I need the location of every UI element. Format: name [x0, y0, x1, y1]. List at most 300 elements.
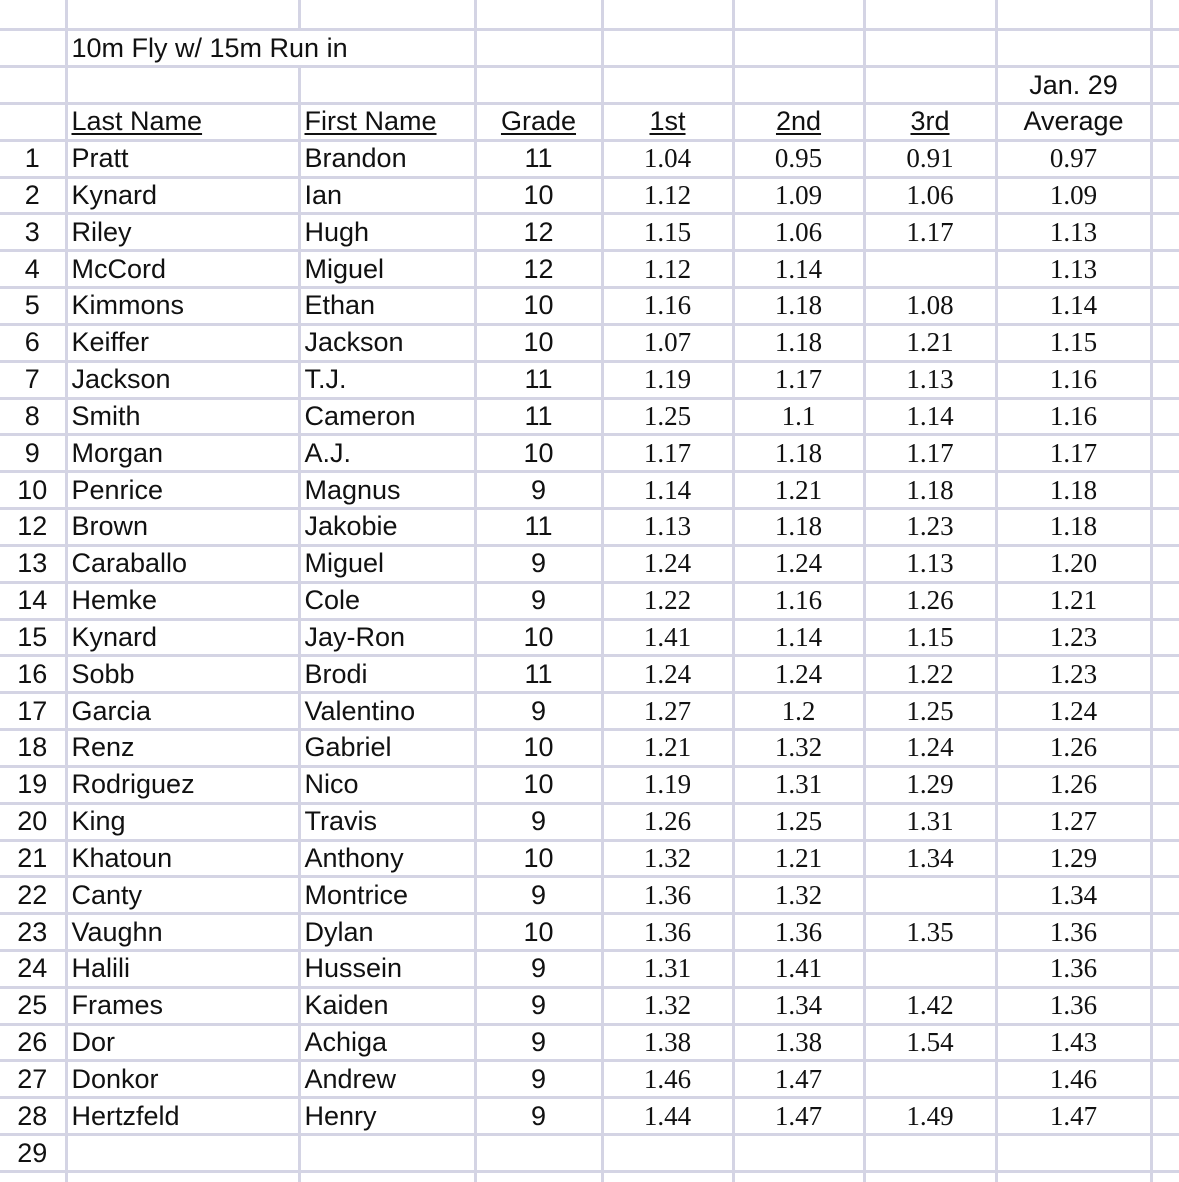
average-cell[interactable]	[996, 877, 1151, 914]
time-2nd-cell[interactable]	[733, 1024, 864, 1061]
cell[interactable]	[602, 0, 733, 30]
cell[interactable]	[475, 30, 602, 67]
average-cell[interactable]	[996, 177, 1151, 214]
row-rank-cell[interactable]	[0, 472, 66, 509]
average-cell[interactable]	[996, 509, 1151, 546]
first-name-cell[interactable]	[299, 840, 475, 877]
time-3rd-cell[interactable]	[864, 582, 996, 619]
row-rank-cell[interactable]	[0, 656, 66, 693]
time-1st-cell[interactable]	[602, 987, 733, 1024]
last-name-cell[interactable]	[66, 914, 299, 951]
average-cell[interactable]	[996, 324, 1151, 361]
first-name-cell[interactable]	[299, 288, 475, 325]
time-1st-cell[interactable]	[602, 251, 733, 288]
last-name-cell[interactable]	[66, 1024, 299, 1061]
cell[interactable]	[299, 0, 475, 30]
grade-cell[interactable]	[475, 509, 602, 546]
cell[interactable]	[1151, 361, 1179, 398]
time-3rd-cell[interactable]	[864, 914, 996, 951]
first-name-cell[interactable]	[299, 950, 475, 987]
first-name-cell[interactable]	[299, 177, 475, 214]
first-name-cell[interactable]	[299, 214, 475, 251]
cell[interactable]	[1151, 693, 1179, 730]
grade-cell[interactable]	[475, 803, 602, 840]
last-name-cell[interactable]	[66, 987, 299, 1024]
time-1st-cell[interactable]	[602, 1098, 733, 1135]
time-2nd-cell[interactable]	[733, 361, 864, 398]
cell[interactable]	[1151, 67, 1179, 104]
first-name-cell[interactable]	[299, 435, 475, 472]
average-cell[interactable]	[996, 693, 1151, 730]
row-rank-cell[interactable]	[0, 177, 66, 214]
time-2nd-cell[interactable]	[733, 545, 864, 582]
last-name-cell[interactable]	[66, 472, 299, 509]
time-3rd-cell[interactable]	[864, 803, 996, 840]
last-name-cell[interactable]	[66, 619, 299, 656]
average-cell[interactable]	[996, 1061, 1151, 1098]
average-cell[interactable]	[996, 656, 1151, 693]
time-1st-cell[interactable]	[602, 877, 733, 914]
grade-cell[interactable]	[475, 398, 602, 435]
grade-cell[interactable]	[475, 619, 602, 656]
cell[interactable]	[1151, 288, 1179, 325]
time-3rd-cell[interactable]	[864, 288, 996, 325]
grade-cell[interactable]	[475, 1061, 602, 1098]
time-1st-cell[interactable]	[602, 361, 733, 398]
first-name-cell[interactable]	[299, 766, 475, 803]
average-cell[interactable]	[996, 987, 1151, 1024]
average-cell[interactable]	[996, 214, 1151, 251]
time-3rd-cell[interactable]	[864, 987, 996, 1024]
average-cell[interactable]	[996, 803, 1151, 840]
average-cell[interactable]	[996, 288, 1151, 325]
grade-cell[interactable]	[475, 656, 602, 693]
time-2nd-cell[interactable]	[733, 582, 864, 619]
time-3rd-cell[interactable]	[864, 545, 996, 582]
cell[interactable]	[299, 1171, 475, 1182]
first-name-cell[interactable]	[299, 1098, 475, 1135]
time-1st-cell[interactable]	[602, 177, 733, 214]
row-rank-cell[interactable]	[0, 766, 66, 803]
grade-cell[interactable]	[475, 840, 602, 877]
row-rank-cell[interactable]	[0, 324, 66, 361]
grade-cell[interactable]	[475, 1098, 602, 1135]
cell[interactable]	[733, 1171, 864, 1182]
time-2nd-cell[interactable]	[733, 693, 864, 730]
time-1st-cell[interactable]	[602, 509, 733, 546]
grade-cell[interactable]	[475, 361, 602, 398]
average-cell[interactable]	[996, 1024, 1151, 1061]
cell[interactable]	[299, 67, 475, 104]
time-3rd-cell[interactable]	[864, 140, 996, 177]
sheet-title-cell[interactable]	[66, 30, 475, 67]
last-name-cell[interactable]	[66, 766, 299, 803]
time-3rd-cell[interactable]	[864, 766, 996, 803]
row-rank-cell[interactable]	[0, 545, 66, 582]
cell[interactable]	[1151, 950, 1179, 987]
cell[interactable]	[602, 67, 733, 104]
cell[interactable]	[0, 67, 66, 104]
time-3rd-cell[interactable]	[864, 398, 996, 435]
time-2nd-cell[interactable]	[733, 472, 864, 509]
header-2nd-cell[interactable]	[733, 103, 864, 140]
header-grade-cell[interactable]	[475, 103, 602, 140]
average-cell[interactable]	[996, 1098, 1151, 1135]
row-rank-cell[interactable]	[0, 582, 66, 619]
cell[interactable]	[66, 1171, 299, 1182]
first-name-cell[interactable]	[299, 656, 475, 693]
time-3rd-cell[interactable]	[864, 840, 996, 877]
average-cell[interactable]	[996, 730, 1151, 767]
average-cell[interactable]	[996, 582, 1151, 619]
header-3rd-cell[interactable]	[864, 103, 996, 140]
average-cell[interactable]	[996, 914, 1151, 951]
first-name-cell[interactable]	[299, 1024, 475, 1061]
header-1st-cell[interactable]	[602, 103, 733, 140]
cell[interactable]	[996, 1135, 1151, 1172]
time-1st-cell[interactable]	[602, 582, 733, 619]
first-name-cell[interactable]	[299, 324, 475, 361]
cell[interactable]	[1151, 1061, 1179, 1098]
cell[interactable]	[1151, 177, 1179, 214]
cell[interactable]	[475, 1135, 602, 1172]
cell[interactable]	[1151, 1098, 1179, 1135]
cell[interactable]	[299, 1135, 475, 1172]
time-3rd-cell[interactable]	[864, 1098, 996, 1135]
cell[interactable]	[1151, 803, 1179, 840]
grade-cell[interactable]	[475, 730, 602, 767]
time-1st-cell[interactable]	[602, 288, 733, 325]
time-3rd: 1.14	[906, 400, 954, 431]
cell[interactable]	[1151, 30, 1179, 67]
grade-cell[interactable]	[475, 435, 602, 472]
grade-cell[interactable]	[475, 545, 602, 582]
time-1st-cell[interactable]	[602, 914, 733, 951]
last-name-cell[interactable]	[66, 361, 299, 398]
header-last-name-cell[interactable]	[66, 103, 299, 140]
time-3rd-cell[interactable]	[864, 435, 996, 472]
time-1st-cell[interactable]	[602, 435, 733, 472]
cell[interactable]	[0, 0, 66, 30]
row-rank-cell[interactable]	[0, 840, 66, 877]
cell[interactable]	[1151, 140, 1179, 177]
last-name-cell[interactable]	[66, 950, 299, 987]
row-rank-cell[interactable]	[0, 877, 66, 914]
time-2nd-cell[interactable]	[733, 987, 864, 1024]
cell[interactable]	[475, 0, 602, 30]
time-3rd-cell[interactable]	[864, 324, 996, 361]
time-2nd-cell[interactable]	[733, 730, 864, 767]
cell[interactable]	[602, 30, 733, 67]
grade-cell[interactable]	[475, 140, 602, 177]
row-rank-cell[interactable]	[0, 730, 66, 767]
time-1st-cell[interactable]	[602, 693, 733, 730]
row-rank-cell[interactable]	[0, 435, 66, 472]
cell[interactable]	[475, 67, 602, 104]
average-cell[interactable]	[996, 619, 1151, 656]
time-2nd-cell[interactable]	[733, 251, 864, 288]
cell[interactable]	[1151, 324, 1179, 361]
time-2nd-cell[interactable]	[733, 435, 864, 472]
grade-cell[interactable]	[475, 582, 602, 619]
time-2nd-cell[interactable]	[733, 398, 864, 435]
first-name-cell[interactable]	[299, 140, 475, 177]
first-name-cell[interactable]	[299, 1061, 475, 1098]
row-rank-cell[interactable]	[0, 288, 66, 325]
grade-cell[interactable]	[475, 766, 602, 803]
time-3rd-cell[interactable]	[864, 877, 996, 914]
time-1st-cell[interactable]	[602, 214, 733, 251]
time-2nd-cell[interactable]	[733, 950, 864, 987]
first-name-cell[interactable]	[299, 987, 475, 1024]
time-1st-cell[interactable]	[602, 140, 733, 177]
row-rank-cell[interactable]	[0, 693, 66, 730]
cell[interactable]	[1151, 582, 1179, 619]
first-name-cell[interactable]	[299, 472, 475, 509]
row-rank-cell[interactable]	[0, 361, 66, 398]
grade-cell[interactable]	[475, 472, 602, 509]
last-name-cell[interactable]	[66, 435, 299, 472]
row-rank-cell[interactable]	[0, 398, 66, 435]
cell[interactable]	[66, 0, 299, 30]
cell[interactable]	[733, 0, 864, 30]
average-cell[interactable]	[996, 140, 1151, 177]
header-first-name-cell[interactable]	[299, 103, 475, 140]
row-rank-cell[interactable]	[0, 987, 66, 1024]
last-name-cell[interactable]	[66, 1061, 299, 1098]
cell[interactable]	[1151, 103, 1179, 140]
average-cell[interactable]	[996, 251, 1151, 288]
last-name-cell[interactable]	[66, 251, 299, 288]
cell[interactable]	[996, 30, 1151, 67]
cell[interactable]	[864, 0, 996, 30]
time-2nd-cell[interactable]	[733, 840, 864, 877]
last-name-cell[interactable]	[66, 582, 299, 619]
row-rank-cell[interactable]	[0, 619, 66, 656]
cell[interactable]	[1151, 398, 1179, 435]
time-2nd-cell[interactable]	[733, 140, 864, 177]
last-name-cell[interactable]	[66, 545, 299, 582]
last-name-cell[interactable]	[66, 1098, 299, 1135]
last-name-cell[interactable]	[66, 877, 299, 914]
average-cell[interactable]	[996, 361, 1151, 398]
time-1st-cell[interactable]	[602, 840, 733, 877]
last-name-cell[interactable]	[66, 693, 299, 730]
time-2nd-cell[interactable]	[733, 766, 864, 803]
time-3rd-cell[interactable]	[864, 472, 996, 509]
time-3rd-cell[interactable]	[864, 656, 996, 693]
time-2nd-cell[interactable]	[733, 177, 864, 214]
first-name-cell[interactable]	[299, 251, 475, 288]
cell[interactable]	[1151, 840, 1179, 877]
first-name-cell[interactable]	[299, 398, 475, 435]
cell[interactable]	[1151, 1171, 1179, 1182]
time-2nd-cell[interactable]	[733, 1061, 864, 1098]
first-name-cell[interactable]	[299, 877, 475, 914]
first-name-cell[interactable]	[299, 545, 475, 582]
time-1st-cell[interactable]	[602, 1061, 733, 1098]
average-cell[interactable]	[996, 472, 1151, 509]
last-name-cell[interactable]	[66, 140, 299, 177]
cell[interactable]	[0, 1171, 66, 1182]
time-1st-cell[interactable]	[602, 730, 733, 767]
grade-cell[interactable]	[475, 693, 602, 730]
time-3rd-cell[interactable]	[864, 950, 996, 987]
time-3rd-cell[interactable]	[864, 730, 996, 767]
row-rank-cell[interactable]	[0, 214, 66, 251]
row-rank-cell[interactable]	[0, 950, 66, 987]
last-name-cell[interactable]	[66, 803, 299, 840]
last-name-cell[interactable]	[66, 214, 299, 251]
cell[interactable]	[1151, 656, 1179, 693]
cell[interactable]	[602, 1171, 733, 1182]
cell[interactable]	[602, 1135, 733, 1172]
cell[interactable]	[0, 30, 66, 67]
time-3rd-cell[interactable]	[864, 251, 996, 288]
cell[interactable]	[475, 1171, 602, 1182]
last-name-cell[interactable]	[66, 509, 299, 546]
grade-cell[interactable]	[475, 177, 602, 214]
time-3rd-cell[interactable]	[864, 361, 996, 398]
cell[interactable]	[864, 30, 996, 67]
cell[interactable]	[66, 67, 299, 104]
time-3rd-cell[interactable]	[864, 1061, 996, 1098]
header-2nd: 2nd	[775, 106, 822, 137]
time-2nd-cell[interactable]	[733, 509, 864, 546]
cell[interactable]	[1151, 0, 1179, 30]
time-1st-cell[interactable]	[602, 619, 733, 656]
time-3rd-cell[interactable]	[864, 509, 996, 546]
cell[interactable]	[1151, 914, 1179, 951]
cell[interactable]	[1151, 619, 1179, 656]
grade-cell[interactable]	[475, 324, 602, 361]
average-cell[interactable]	[996, 398, 1151, 435]
cell[interactable]	[0, 103, 66, 140]
cell[interactable]	[1151, 251, 1179, 288]
grade-cell[interactable]	[475, 1024, 602, 1061]
time-3rd-cell[interactable]	[864, 693, 996, 730]
time-2nd-cell[interactable]	[733, 324, 864, 361]
time-1st-cell[interactable]	[602, 545, 733, 582]
cell[interactable]	[1151, 877, 1179, 914]
time-3rd-cell[interactable]	[864, 177, 996, 214]
time-2nd-cell[interactable]	[733, 877, 864, 914]
average-cell[interactable]	[996, 766, 1151, 803]
last-name-cell[interactable]	[66, 288, 299, 325]
row-rank-cell[interactable]	[0, 1135, 66, 1172]
cell[interactable]	[996, 1171, 1151, 1182]
time-1st-cell[interactable]	[602, 398, 733, 435]
cell[interactable]	[66, 1135, 299, 1172]
first-name-cell[interactable]	[299, 914, 475, 951]
cell[interactable]	[1151, 509, 1179, 546]
cell[interactable]	[1151, 730, 1179, 767]
cell[interactable]	[996, 0, 1151, 30]
time-3rd-cell[interactable]	[864, 1024, 996, 1061]
header-average-cell[interactable]	[996, 103, 1151, 140]
cell[interactable]	[1151, 545, 1179, 582]
grade-cell[interactable]	[475, 214, 602, 251]
time-2nd-cell[interactable]	[733, 1098, 864, 1135]
time-2nd-cell[interactable]	[733, 656, 864, 693]
time-1st-cell[interactable]	[602, 324, 733, 361]
cell[interactable]	[733, 1135, 864, 1172]
grade-cell[interactable]	[475, 987, 602, 1024]
row-rank-cell[interactable]	[0, 1024, 66, 1061]
time-2nd-cell[interactable]	[733, 288, 864, 325]
cell[interactable]	[1151, 987, 1179, 1024]
average: 1.26	[1049, 732, 1098, 763]
first-name: Ian	[304, 180, 343, 210]
row-rank-cell[interactable]	[0, 914, 66, 951]
cell[interactable]	[864, 1171, 996, 1182]
time-3rd-cell[interactable]	[864, 619, 996, 656]
row-rank-cell[interactable]	[0, 251, 66, 288]
first-name-cell[interactable]	[299, 582, 475, 619]
time-1st-cell[interactable]	[602, 656, 733, 693]
time-2nd-cell[interactable]	[733, 619, 864, 656]
first-name-cell[interactable]	[299, 803, 475, 840]
time-3rd-cell[interactable]	[864, 214, 996, 251]
time-2nd-cell[interactable]	[733, 914, 864, 951]
average-cell[interactable]	[996, 435, 1151, 472]
row-rank-cell[interactable]	[0, 140, 66, 177]
cell[interactable]	[1151, 1024, 1179, 1061]
cell[interactable]	[1151, 1135, 1179, 1172]
cell[interactable]	[864, 67, 996, 104]
time-1st-cell[interactable]	[602, 472, 733, 509]
first-name-cell[interactable]	[299, 361, 475, 398]
average-cell[interactable]	[996, 950, 1151, 987]
last-name-cell[interactable]	[66, 398, 299, 435]
time-2nd-cell[interactable]	[733, 214, 864, 251]
first-name-cell[interactable]	[299, 730, 475, 767]
cell[interactable]	[1151, 472, 1179, 509]
first-name-cell[interactable]	[299, 693, 475, 730]
average-cell[interactable]	[996, 840, 1151, 877]
cell[interactable]	[1151, 214, 1179, 251]
grade-cell[interactable]	[475, 877, 602, 914]
last-name-cell[interactable]	[66, 730, 299, 767]
grade-cell[interactable]	[475, 288, 602, 325]
first-name-cell[interactable]	[299, 619, 475, 656]
last-name-cell[interactable]	[66, 840, 299, 877]
grade-cell[interactable]	[475, 914, 602, 951]
last-name-cell[interactable]	[66, 177, 299, 214]
cell[interactable]	[1151, 435, 1179, 472]
grade-cell[interactable]	[475, 251, 602, 288]
date-header-cell[interactable]	[996, 67, 1151, 104]
row-rank-cell[interactable]	[0, 1061, 66, 1098]
cell[interactable]	[733, 67, 864, 104]
row-rank-cell[interactable]	[0, 1098, 66, 1135]
time-1st-cell[interactable]	[602, 766, 733, 803]
grade-cell[interactable]	[475, 950, 602, 987]
row-rank-cell[interactable]	[0, 509, 66, 546]
row-rank-cell[interactable]	[0, 803, 66, 840]
cell[interactable]	[864, 1135, 996, 1172]
last-name-cell[interactable]	[66, 324, 299, 361]
time-1st-cell[interactable]	[602, 1024, 733, 1061]
time-1st-cell[interactable]	[602, 950, 733, 987]
time-1st-cell[interactable]	[602, 803, 733, 840]
cell[interactable]	[733, 30, 864, 67]
cell[interactable]	[1151, 766, 1179, 803]
time-2nd-cell[interactable]	[733, 803, 864, 840]
last-name-cell[interactable]	[66, 656, 299, 693]
average-cell[interactable]	[996, 545, 1151, 582]
first-name-cell[interactable]	[299, 509, 475, 546]
